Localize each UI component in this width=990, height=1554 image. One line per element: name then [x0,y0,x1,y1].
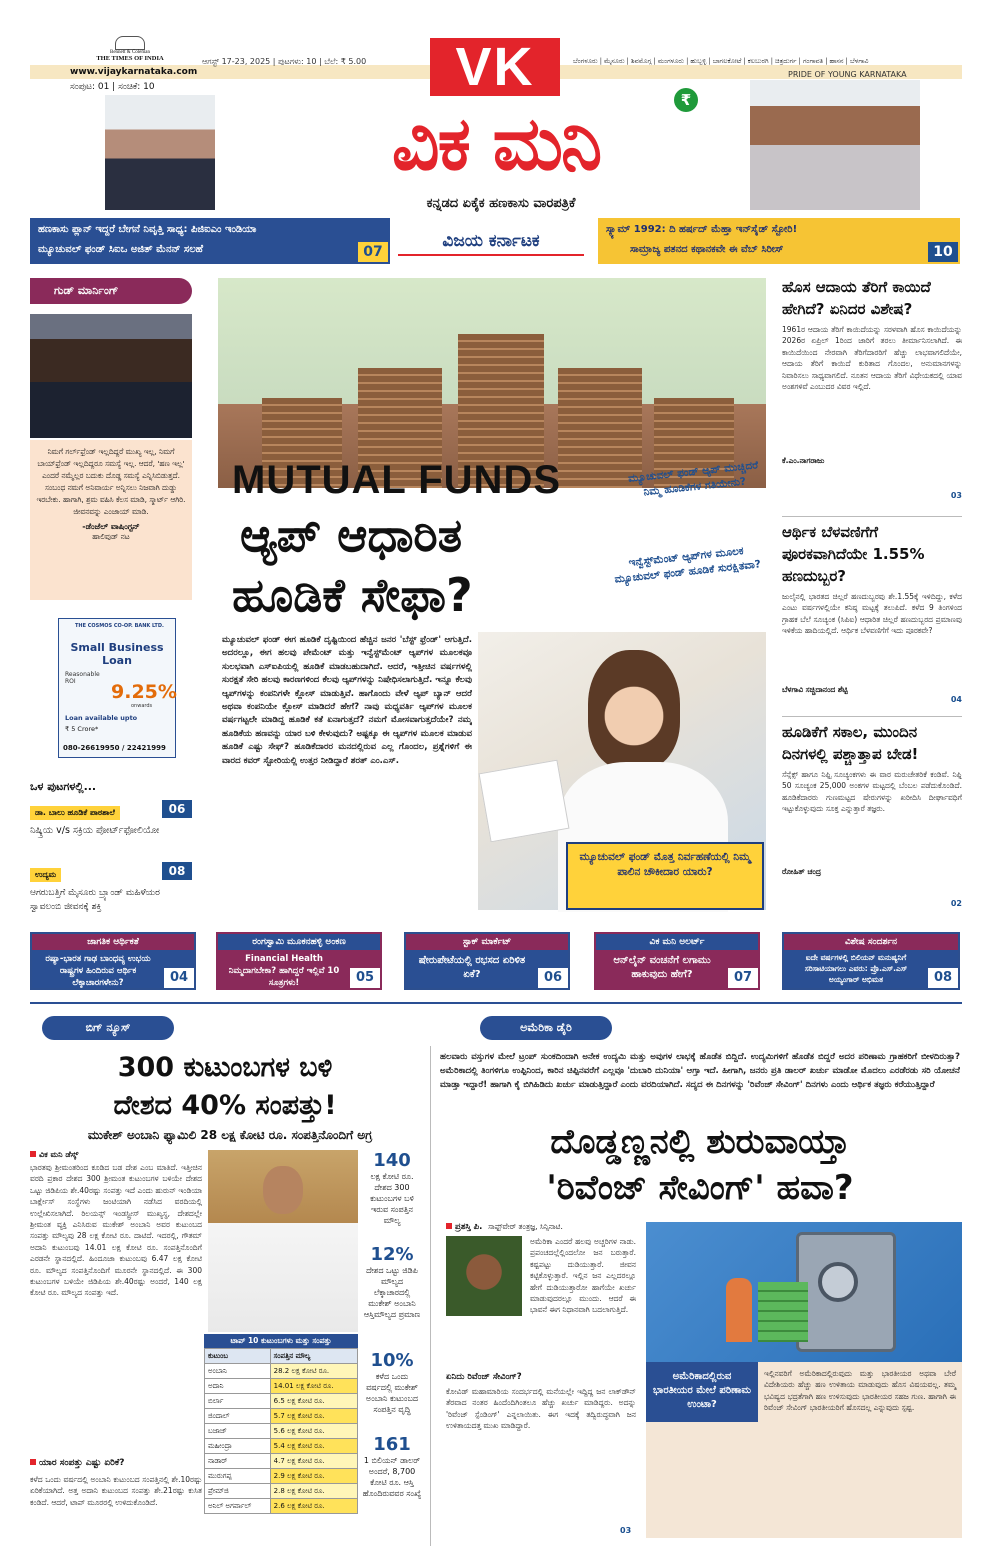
category-1-text: ರಷ್ಯಾ-ಭಾರತ ಗಾಢ ಬಾಂಧವ್ಯ ಉಭಯ ರಾಷ್ಟ್ರಗಳ ಹಿಂದಿರುವ ಆರ್ಥಿಕ ಲೆಕ್ಕಾಚಾರಗಳೇನು? [45,954,151,988]
wealth-value-cell: 5.6 ಲಕ್ಷ ಕೋಟಿ ರೂ. [270,1424,357,1439]
money-stack-icon [758,1282,808,1342]
byline-bullet-icon [30,1151,36,1157]
america-headline-2: 'ರಿವೆಂಜ್ ಸೇವಿಂಗ್' ಹವಾ? [546,1168,854,1208]
america-image-caption [646,1362,758,1422]
table-row [205,1484,358,1499]
america-caption-body-box-left [646,1422,758,1538]
table-row [205,1364,358,1379]
category-3[interactable] [404,932,570,990]
wealth-value-cell: 6.5 ಲಕ್ಷ ಕೋಟಿ ರೂ. [270,1394,357,1409]
america-subsection: ಏನಿದು ರಿವೆಂಜ್ ಸೇವಿಂಗ್? [446,1372,522,1382]
teaser-left-line1: ಹಣಕಾಸು ಪ್ಲಾನ್ ಇದ್ದರೆ ಬೇಗನೆ ನಿವೃತ್ತಿ ಸಾಧ್ಯ: ಪಿಜಿಐಎಂ ಇಂಡಿಯಾ [38,224,257,235]
teaser-left[interactable] [30,218,390,264]
woman-head [588,650,680,770]
category-4-text: ಆನ್‌ಲೈನ್ ವಂಚನೆಗೆ ಲಗಾಮು ಹಾಕುವುದು ಹೇಗೆ? [613,955,711,980]
good-morning-label: ಗುಡ್ ಮಾರ್ನಿಂಗ್ [54,284,119,297]
vault-dial-icon [818,1262,858,1302]
good-morning-tab [30,278,192,304]
vk-logo-text: VK [455,37,535,97]
america-headline-1: ದೊಡ್ಡಣ್ಣನಲ್ಲಿ ಶುರುವಾಯ್ತಾ [550,1122,850,1162]
category-4-page: 07 [728,968,758,988]
vika-mani-logo: ವಿಕ ಮನಿ [391,101,601,187]
stat-1 [362,1150,422,1226]
teaser-left-page: 07 [358,242,388,262]
stat-1-text: ಲಕ್ಷ ಕೋಟಿ ರೂ. ದೇಶದ 300 ಕುಟುಂಬಗಳ ಬಳಿ ಇರುವ ಸಂಪತ್ತಿನ ಮೌಲ್ಯ [370,1172,414,1225]
big-news-photo [208,1150,358,1332]
america-caption-text: ಅಮೆರಿಕಾದಲ್ಲಿರುವ ಭಾರತೀಯರ ಮೇಲೆ ಪರಿಣಾಮ ಉಂಟಾ? [652,1371,752,1410]
family-name-cell: ಅದಾನಿ [205,1379,271,1394]
rupee-symbol: ₹ [680,91,692,109]
category-1[interactable] [30,932,196,990]
america-intro: ಹಲವಾರು ವಸ್ತುಗಳ ಮೇಲೆ ಟ್ರಂಪ್ ಸುಂಕದಿಂದಾಗಿ ಅನೇಕ ಉದ್ಯಮಿ ಮತ್ತು ಅವುಗಳ ಲಾಭಕ್ಕೆ ಹೊಡೆತ ಬಿದ್ದಿದೆ. ಉದ್ಯಮಿಗಳಿಗೆ ಹೊಡೆತ ಬಿದ್ದರೆ ಅದರ ಪರಿಣಾಮ ಗ್ರಾಹಕರಿಗೆ ಬೀಳದಿರುತ್ತಾ? ಅಮೆರಿಕಾದಲ್ಲಿ ತಿಂಗಳಿಗೂ ಉಪ್ಪಿನಿಂದ, ಕಾರಿನ ಚಿಪ್ಪಿನವರೆಗೆ ಎಲ್ಲವೂ 'ದುಬಾರಿ ದುನಿಯಾ' ಆಗ್ತಾ ಇದೆ. ಹೀಗಾಗಿ, ಜನರು ಪ್ರತಿ ಡಾಲರ್ ಖರ್ಚು ಮಾಡೋ ಮೊದಲು ಎರಡೆರಡು ಸರಿ ಯೋಚನೆ ಮಾಡ್ತಾ ಇದ್ದಾರೆ! ಹಾಗಾಗಿ ಕೈ ಬಿಗಿಹಿಡಿದು ಖರ್ಚು ಮಾಡುತ್ತಿದ್ದಾರೆ ಎಂದು ವರದಿಯಾಗಿದೆ. ಸದ್ಯದ ಈ ದಿನಗಳನ್ನು 'ರಿವೆಂಜ್ ಸೇವಿಂಗ್' ದಿನಗಳು ಎಂದು ಆರ್ಥಿಕ ತಜ್ಞರು ಕರೆಯುತ್ತಿದ್ದಾರೆ [440,1052,960,1090]
america-caption-body: ಇಲ್ಲಿನವರಿಗೆ ಅಮೆರಿಕಾದಲ್ಲಿರುವುದು ಮತ್ತು ಭಾರತೀಯರ ಅಥವಾ ಬೇರೆ ವಿದೇಶಿಯರು ಹೆಚ್ಚು ಹಣ ಉಳಿತಾಯ ಮಾಡುವುದು ಹೊಸ ವಿಷಯವಲ್ಲ. ತಮ್ಮ ಭವಿಷ್ಯದ ಭದ್ರತೆಗಾಗಿ ಹಣ ಉಳಿಸುವುದು ಭಾರತೀಯರ ಸಹಜ ಗುಣ. ಹಾಗಾಗಿ ಈ ರಿವೆಂಜ್ ಸೇವಿಂಗ್ ಭಾರತೀಯರಿಗೆ ಹೊಸದಲ್ಲ ಎನ್ನುವುದು ಸ್ಪಷ್ಟ. [764,1369,956,1413]
tagline: ಕನ್ನಡದ ಏಕೈಕ ಹಣಕಾಸು ವಾರಪತ್ರಿಕೆ [426,196,576,211]
wealth-value-cell: 4.7 ಲಕ್ಷ ಕೋಟಿ ರೂ. [270,1454,357,1469]
right-story-1[interactable] [782,276,962,506]
stat-3-text: ಕಳೆದ ಒಂದು ವರ್ಷದಲ್ಲಿ ಮುಕೇಶ್ ಅಂಬಾನಿ ಕುಟುಂಬದ ಸಂಪತ್ತಿನ ವೃದ್ಧಿ [365,1372,419,1414]
big-news-subsection-text: ಯಾರ ಸಂಪತ್ತು ಎಷ್ಟು ಏರಿಕೆ? [39,1458,125,1468]
family-name-cell: ಜಿಂದಾಲ್ [205,1409,271,1424]
category-2[interactable] [216,932,382,990]
big-news-byline-text: ವಿಕ ಮನಿ ಡೆಸ್ಕ್ [39,1150,79,1159]
stat-4-text: 1 ಬಿಲಿಯನ್ ಡಾಲರ್ ಅಂದರೆ, 8,700 ಕೋಟಿ ರೂ. ಆಸ್ತಿ ಹೊಂದಿರುವವರ ಸಂಖ್ಯೆ [362,1456,422,1498]
right-story-1-title: ಹೊಸ ಆದಾಯ ತೆರಿಗೆ ಕಾಯಿದೆ ಹೇಗಿದೆ? ಏನಿದರ ವಿಶೇಷ? [782,278,931,318]
ad-rate-suffix: onwards [131,703,153,709]
category-3-page: 06 [538,968,568,988]
coin-stack-4 [558,368,642,488]
family-name-cell: ಅನಿಲ್ ಅಗರ್ವಾಲ್ [205,1499,271,1514]
inside-item-1[interactable] [30,800,192,846]
inside-item-2[interactable] [30,862,192,918]
chart-sheet [479,760,570,843]
right-story-3-author: ರೋಹಿತ್ ಚಂದ್ರ [782,867,822,876]
ad-roi-label: Reasonable ROI [65,671,100,685]
category-5-text: ಐದೇ ವರ್ಷಗಳಲ್ಲಿ ಬಿಲಿಯನ್ ಮನುಷ್ಯನಿಗೆ ಸರಿಸಾಟಿಯಾಗಲು ಎವರು: ಪ್ರೊ.ಎಸ್.ಎಸ್ ಅಯ್ಯಂಗಾರ್ ಅಭಿಮತ [804,953,908,984]
table-row [205,1439,358,1454]
ad-phones[interactable]: 080-26619950 / 22421999 [63,744,166,752]
big-news-subhead: ಮುಕೇಶ್ ಅಂಬಾನಿ ಫ್ಯಾಮಿಲಿ 28 ಲಕ್ಷ ಕೋಟಿ ರೂ. ಸಂಪತ್ತಿನೊಂದಿಗೆ ಅಗ್ರ [87,1128,373,1142]
teaser-left-line2: ಮ್ಯೂಚುವಲ್ ಫಂಡ್ ಸಿಐಒ ಅಜಿತ್ ಮೆನನ್ ಸಲಹೆ [38,244,204,255]
right-story-2-author: ಬೆಳಗಾವಿ ಸಚ್ಚಿದಾನಂದ ಶೆಟ್ಟಿ [782,685,848,694]
vault-illustration [646,1222,962,1362]
teaser-right[interactable] [598,218,960,264]
good-morning-author: -ಡೆಂಜೆಲ್ ವಾಷಿಂಗ್ಟನ್ [82,522,140,531]
lead-hero-photo [218,278,766,488]
top10-table-wrap [204,1334,358,1514]
ad-rate: 9.25% [111,681,177,703]
toi-emblem-icon [115,36,145,50]
category-5-label: ವಿಶೇಷ ಸಂದರ್ಶನ [784,934,958,950]
subsection-bullet-icon [30,1459,36,1465]
wealth-value-cell: 2.9 ಲಕ್ಷ ಕೋಟಿ ರೂ. [270,1469,357,1484]
website-url[interactable]: www.vijaykarnataka.com [70,67,198,77]
category-3-text: ಷೇರುಪೇಟೆಯಲ್ಲಿ ರಭಸದ ಏರಿಳಿತ ಏಕೆ? [418,955,526,980]
big-news-label: ಬಿಗ್ ನ್ಯೂಸ್ [85,1021,131,1034]
inside-item-2-label: ಉದ್ಯಮ [30,868,61,882]
family-name-cell: ಮುರುಗಪ್ಪ [205,1469,271,1484]
teaser-right-line1: ಸ್ಕ್ಯಾಮ್ 1992: ದಿ ಹರ್ಷದ್ ಮೆಹ್ತಾ ಇನ್‌ಸೈಡ್ ಸ್ಟೋರಿ! [606,224,798,235]
pride-tagline: PRIDE OF YOUNG KARNATAKA [788,70,907,79]
toi-small-text: Bennett & Coleman [110,50,150,55]
category-3-label: ಸ್ಟಾಕ್ ಮಾರ್ಕೆಟ್ [406,934,568,950]
top10-table-title: ಟಾಪ್ 10 ಕುಟುಂಬಗಳು ಮತ್ತು ಸಂಪತ್ತು [204,1334,358,1348]
good-morning-quote: ನಿಮಗೆ ಗರ್ಲ್‌ಫ್ರೆಂಡ್ ಇಲ್ಲದಿದ್ದರೆ ಮುಖ್ಯ ಇಲ್ಲ, ನಿಮಗೆ ಬಾಯ್‌ಫ್ರೆಂಡ್ ಇಲ್ಲದಿದ್ದರೂ ಸಮಸ್ಯೆ ಇಲ್ಲ. ಆದರೆ, 'ಹಣ ಇಲ್ಲ' ಎಂದರೆ ನಮ್ಮೆಲ್ಲರ ಬದುಕು ದೊಡ್ಡ ಸಮಸ್ಯೆ ಎನ್ನಿಸಿಬಿಡುತ್ತದೆ. ಸಂಬಂಧ ನಮಗೆ ಅನಿವಾರ್ಯ ಅನ್ನಿಸಲು ನಿಜವಾಗಿ ದುಡ್ಡು ಇರಬೇಕು. ಹಾಗಾಗಿ, ಶ್ರಮ ವಹಿಸಿ ಕೆಲಸ ಮಾಡಿ, ಸ್ಮಾರ್ಟ್ ಆಗಿರಿ. ಜೀವನವನ್ನು ಎಂಜಾಯ್ ಮಾಡಿ. [36,447,186,516]
lead-caption-box[interactable] [566,842,764,910]
teaser-right-page: 10 [928,242,958,262]
stat-2 [362,1244,422,1320]
inside-heading: ಒಳ ಪುಟಗಳಲ್ಲಿ... [30,780,97,793]
dateline: ಆಗಸ್ಟ್ 17-23, 2025 | ಪುಟಗಳು: 10 | ಬೆಲೆ: ₹ 5.00 [202,57,367,66]
person-head [263,1166,303,1214]
issue-number: ಸಂಪುಟ: 01 | ಸಂಚಿಕೆ: 10 [70,82,155,92]
category-1-page: 04 [164,968,194,988]
table-row [205,1454,358,1469]
right-story-2-page: 04 [950,695,962,704]
byline-square-icon [446,1223,452,1229]
table-row [205,1409,358,1424]
stat-4-number: 161 [373,1434,411,1455]
vijaya-karnataka-brand [398,226,584,256]
big-news-subsection [30,1458,125,1468]
portrait-left-photo [105,95,215,210]
stat-3 [362,1350,422,1415]
america-tab [480,1016,612,1040]
ad-title: Small Business Loan [70,641,164,667]
inside-item-2-page: 08 [162,862,192,880]
teaser-right-line2: ಸಾಮ್ರಾಜ್ಯ ಪತನದ ಕಥಾನಕವೇ ಈ ವೆಬ್ ಸಿರೀಸ್ [630,244,784,255]
lead-body: ಮ್ಯೂಚುವಲ್ ಫಂಡ್ ಈಗ ಹೂಡಿಕೆ ದೃಷ್ಟಿಯಿಂದ ಹೆಚ್ಚಿನ ಜನರ 'ಬೆಸ್ಟ್ ಫ್ರೆಂಡ್' ಆಗುತ್ತಿದೆ. ಅದರಲ್ಲೂ, ಈಗ ಹಲವು ಪೇಮೆಂಟ್ ಮತ್ತು ಇನ್ವೆಸ್ಟ್‌ಮೆಂಟ್ ಆ್ಯಪ್‌ಗಳ ಮೂಲಕವೂ ಸುಲಭವಾಗಿ ಎಸ್ಐಪಿಯಲ್ಲಿ ಹೂಡಿಕೆ ಮಾಡಬಹುದಾಗಿದೆ. ಆದರೆ, ಇತ್ತೀಚಿನ ವರ್ಷಗಳಲ್ಲಿ ಸುರಕ್ಷತೆ ಸೇರಿ ಹಲವು ಕಾರಣಗಳಿಂದ ಕೆಲವು ಆ್ಯಪ್‌ಗಳನ್ನು ನಿಷೇಧಿಸಲಾಗುತ್ತಿದೆ. ಇನ್ನೂ ಕೆಲವು ಆ್ಯಪ್‌ಗಳನ್ನು ಕಂಪನಿಗಳೇ ಕ್ಲೋಸ್ ಮಾಡುತ್ತಿವೆ. ಹಾಗೊಂದು ವೇಳೆ ಆ್ಯಪ್ ಬ್ಯಾನ್ ಆದರೆ ಅಥವಾ ಕಂಪನಿಯೇ ಕ್ಲೋಸ್ ಮಾಡಿದರೆ ಹೇಗೆ? ನಾವು ಮಧ್ಯವರ್ತಿ ಆ್ಯಪ್‌ಗಳ ಮೂಲಕ ವರ್ಷಗಟ್ಟಲೇ ಮಾಡಿದ್ದ ಹೂಡಿಕೆ ಕತೆ ಏನಾಗುತ್ತದೆ? ನಮಗೆ ಮೋಸವಾಗುತ್ತದೆಯೇ? ನಮ್ಮ ಹೂಡಿಕೆಯ ಹಣವನ್ನು ಯಾರ ಬಳಿ ಕೇಳುವುದು? ಅಷ್ಟಕ್ಕೂ ಈ ಆ್ಯಪ್‌ಗಳ ಮೂಲಕ ಮಾಡುವ ಹೂಡಿಕೆ ಎಷ್ಟು ಸೇಫ್? ಹೂಡಿಕೆದಾರರ ಮನದಲ್ಲಿರುವ ಎಲ್ಲ ಗೊಂದಲ, ಪ್ರಶ್ನೆಗಳಿಗೆ ಈ ವಾರದ ಕವರ್ ಸ್ಟೋರಿಯಲ್ಲಿ ಉತ್ತರ ನೀಡಿದ್ದಾರೆ ಶರತ್ ಎಂ.ಎಸ್. [222,635,472,766]
america-caption-body-box [758,1362,962,1538]
good-morning-role: ಹಾಲಿವುಡ್ ನಟ [92,532,130,541]
america-byline [446,1222,563,1232]
toi-logo [90,36,170,62]
america-byline-role: ಸಾಫ್ಟ್‌ವೇರ್ ತಂತ್ರಜ್ಞ, ಸಿನ್ಸಿನಾಟಿ. [488,1222,563,1231]
person-figure-icon [726,1278,752,1342]
ad-bank-name: THE COSMOS CO-OP. BANK LTD. [75,623,164,629]
author-photo [446,1236,522,1316]
table-row [205,1469,358,1484]
right-story-2-title: ಆರ್ಥಿಕ ಬೆಳವಣಿಗೆಗೆ ಪೂರಕವಾಗಿದೆಯೇ 1.55% ಹಣದುಬ್ಬರ? [782,523,925,585]
ad-amount: ₹ 5 Crore* [65,725,99,733]
right-story-1-body: 1961ರ ಆದಾಯ ತೆರಿಗೆ ಕಾಯಿದೆಯನ್ನು ಸರಳವಾಗಿ ಹೊಸ ಕಾಯಿದೆಯನ್ನು 2026ರ ಏಪ್ರಿಲ್ 1ರಿಂದ ಜಾರಿಗೆ ತರಲು ತೀರ್ಮಾನಿಸಲಾಗಿದೆ. ಈ ಕಾಯಿದೆಯಿಂದ ನೇರವಾಗಿ ತೆರಿಗೆದಾರರಿಗೆ ಹೆಚ್ಚು ಲಾಭವಾಗಲಿದೆಯೇ, ಆದಾಯ ತೆರಿಗೆ ಕಾಯಿದೆ ಕುರಿತಾದ ಗೊಂದಲ, ಅನುಮಾನಗಳನ್ನು ನಿವಾರಿಸಲು ಸಾಧ್ಯವಾಗಲಿದೆ. ನೂತನ ಆದಾಯ ತೆರಿಗೆ ವಿಧೇಯಕದಲ್ಲಿ ಯಾವ ಅಂಶಗಳಿವೆ ಎಂಬುದರ ವಿವರ ಇಲ್ಲಿದೆ. [782,325,962,392]
right-story-1-author: ಕೆ.ಎಂ.ನಾಗರಾಜು [782,456,825,465]
table-row [205,1394,358,1409]
wealth-value-cell: 2.6 ಲಕ್ಷ ಕೋಟಿ ರೂ. [270,1499,357,1514]
lead-caption: ಮ್ಯೂಚುವಲ್ ಫಂಡ್ ಮೊತ್ತ ನಿರ್ವಹಣೆಯಲ್ಲಿ ನಿಮ್ಮ ಪಾಲಿನ ಚೌಕೀದಾರ ಯಾರು? [579,851,751,878]
editions-list: ಬೆಂಗಳೂರು | ಮೈಸೂರು | ಶಿವಮೊಗ್ಗ | ಮಂಗಳೂರು | ಹುಬ್ಬಳ್ಳಿ | ಬಾಗಲಕೋಟೆ | ಕಲಬುರಗಿ | ಚಿತ್ರದುರ್ಗ | ಗಂಗಾವತಿ | ಹಾಸನ | ಬೆಳಗಾವಿ [573,57,869,65]
right-story-3-page: 02 [950,899,962,908]
america-page: 03 [620,1526,632,1535]
right-story-2[interactable] [782,516,962,710]
category-1-label: ಜಾಗತಿಕ ಆರ್ಥಿಕತೆ [32,934,194,950]
wealth-value-cell: 28.2 ಲಕ್ಷ ಕೋಟಿ ರೂ. [270,1364,357,1379]
right-story-3-body: ಸೆನ್ಸೆಕ್ಸ್ ಹಾಗೂ ನಿಫ್ಟಿ ಸೂಚ್ಯಂಕಗಳು ಈ ವಾರ ಮರುಚೇತರಿಕೆ ಕಂಡಿವೆ. ನಿಫ್ಟಿ 50 ಸೂಚ್ಯಂಕ 25,000 ಅಂಕಗಳ ಮಟ್ಟದಲ್ಲಿ ಬೆಂಬಲ ಪಡೆದುಕೊಂಡಿದೆ. ಹೂಡಿಕೆದಾರರು ಗುಣಮಟ್ಟದ ಷೇರುಗಳನ್ನು ಖರೀದಿಸಿ ದೀರ್ಘಾವಧಿಗೆ ಇಟ್ಟುಕೊಳ್ಳುವುದು ಸೂಕ್ತ ಎನ್ನುತ್ತಾರೆ ತಜ್ಞರು. [782,770,962,814]
lead-question-1: ಮ್ಯೂಚುವಲ್ ಫಂಡ್ ಆ್ಯಪ್ ಮುಚ್ಚಿದರೆ ನಿಮ್ಮ ಹೂಡಿಕೆಗಳ ಗತಿಯೇನು? [627,459,759,499]
right-story-3-title: ಹೂಡಿಕೆಗೆ ಸಕಾಲ, ಮುಂದಿನ ದಿನಗಳಲ್ಲಿ ಪಶ್ಚಾತ್ತಾಪ ಬೇಡ! [782,723,919,763]
wealth-value-cell: 5.4 ಲಕ್ಷ ಕೋಟಿ ರೂ. [270,1439,357,1454]
toi-title: THE TIMES OF INDIA [96,55,164,62]
category-2-text: Financial Health ನಿಮ್ಮದಾಗಬೇಕಾ? ಹಾಗಿದ್ದರೆ ಇಲ್ಲಿವೆ 10 ಸೂತ್ರಗಳು! [228,954,340,988]
category-4-label: ವಿಕ ಮನಿ ಅಲರ್ಟ್ [596,934,758,950]
big-news-headline-2: ದೇಶದ 40% ಸಂಪತ್ತು! [113,1090,337,1121]
rupee-badge-icon [674,88,698,112]
table-row [205,1379,358,1394]
lead-question-2: ಇನ್ವೆಸ್ಟ್‌ಮೆಂಟ್ ಆ್ಯಪ್‌ಗಳ ಮೂಲಕ ಮ್ಯೂಚುವಲ್ ಫಂಡ್ ಹೂಡಿಕೆ ಸುರಕ್ಷಿತವಾ? [614,545,762,586]
vijaya-karnataka-text: ವಿಜಯ ಕರ್ನಾಟಕ [442,231,540,251]
family-name-cell: ಬಿರ್ಲಾ [205,1394,271,1409]
big-news-body: ಭಾರತವು ಶ್ರೀಮಂತರಿಂದ ಕೂಡಿದ ಬಡ ದೇಶ ಎಂಬ ಮಾತಿದೆ. ಇತ್ತೀಚಿನ ವರದಿ ಪ್ರಕಾರ ದೇಶದ 300 ಶ್ರೀಮಂತ ಕುಟುಂಬಗಳ ಬಳಿಯೇ ದೇಶದ ಒಟ್ಟು ಜಿಡಿಪಿಯ ಶೇ.40ರಷ್ಟು ಸಂಪತ್ತು ಇದೆ ಎಂದು ಹುರುನ್ ಇಂಡಿಯಾ ಬಾರ್ಕ್ಲೇಸ್ ಸಂಸ್ಥೆಗಳು ಜಂಟಿಯಾಗಿ ನಡೆಸಿದ ವರದಿಯಲ್ಲಿ ಉಲ್ಲೇಖಿಸಲಾಗಿದೆ. ರಿಲಯನ್ಸ್ ಇಂಡಸ್ಟ್ರೀಸ್ ಮುಖ್ಯಸ್ಥ, ದೇಶದಲ್ಲೇ ಶ್ರೀಮಂತ ವ್ಯಕ್ತಿ ಎನಿಸಿರುವ ಮುಕೇಶ್ ಅಂಬಾನಿ ಅವರ ಕುಟುಂಬದ ಸಂಪತ್ತು ಮೌಲ್ಯವು 28 ಲಕ್ಷ ಕೋಟಿ ರೂ. ದಾಟಿದೆ. ಇದರಲ್ಲಿ, ಗೌತಮ್ ಅದಾನಿ ಕುಟುಂಬವು 14.01 ಲಕ್ಷ ಕೋಟಿ ರೂ. ಸಂಪತ್ತಿನೊಂದಿಗೆ ಎರಡನೇ ಸ್ಥಾನದಲ್ಲಿದೆ. ಹಿಂದೂಜಾ ಕುಟುಂಬವು 6.47 ಲಕ್ಷ ಕೋಟಿ ರೂ. ಮೌಲ್ಯದ ಸಂಪತ್ತಿನೊಂದಿಗೆ ಮೂರನೇ ಸ್ಥಾನದಲ್ಲಿದೆ. ಈ 300 ಕುಟುಂಬಗಳ ಬಳಿಯೇ ಜಿಡಿಪಿಯ ಶೇ.40ರಷ್ಟು ಅಂದರೆ, 140 ಲಕ್ಷ ಕೋಟಿ ರೂ. ಮೌಲ್ಯದ ಸಂಪತ್ತು ಇದೆ. [30,1163,202,1298]
stat-1-number: 140 [373,1150,411,1171]
inside-item-1-page: 06 [162,800,192,818]
category-4[interactable] [594,932,760,990]
america-body-2: ಕೋವಿಡ್ ಮಹಾಮಾರಿಯ ಸಂದರ್ಭದಲ್ಲಿ ಮನೆಯಲ್ಲೇ ಇದ್ದಿದ್ದ ಜನ ಲಾಕ್‌ಡೌನ್ ತೆರವಾದ ನಂತರ ಹಿಂದೆಂದಿಗಿಂತಲೂ ಹೆಚ್ಚು ಖರ್ಚು ಮಾಡಿದ್ದರು. ಅದನ್ನು 'ರಿವೆಂಜ್ ಸ್ಪೆಂಡಿಂಗ್' ಎನ್ನಲಾಯಿತು. ಈಗ ಇದಕ್ಕೆ ತದ್ವಿರುದ್ಧವಾಗಿ ಜನ ಉಳಿತಾಯದತ್ತ ಮುಖ ಮಾಡಿದ್ದಾರೆ. [446,1387,636,1431]
america-body: ಅಮೆರಿಕಾ ಎಂದರೆ ಹಲವು ಅಚ್ಚರಿಗಳ ನಾಡು. ಪ್ರಪಂಚದಲ್ಲೆಲ್ಲಿಂದಲೋ ಜನ ಬರುತ್ತಾರೆ. ಕಷ್ಟಪಟ್ಟು ದುಡಿಯುತ್ತಾರೆ. ಜೀವನ ಕಟ್ಟಿಕೊಳ್ಳುತ್ತಾರೆ. ಇಲ್ಲಿನ ಜನ ಎಲ್ಲದರಲ್ಲೂ ಹೇಗೆ ದುಡಿಯುತ್ತಾರೋ ಹಾಗೆಯೇ ಖರ್ಚು ಮಾಡುವುದರಲ್ಲೂ ಮುಂದು. ಆದರೆ ಈ ಭಾವನೆ ಈಗ ನಿಧಾನವಾಗಿ ಬದಲಾಗುತ್ತಿದೆ. [530,1237,636,1315]
stat-2-text: ದೇಶದ ಒಟ್ಟು ಜಿಡಿಪಿ ಮೌಲ್ಯದ ಲೆಕ್ಕಾಚಾರದಲ್ಲಿ ಮುಕೇಶ್ ಅಂಬಾನಿ ಆಸ್ತಿಮೌಲ್ಯದ ಪ್ರಮಾಣ [363,1266,421,1319]
inside-item-1-label: ಡಾ. ಬಾಲು ಹೂಡಿಕೆ ಪಾಠಶಾಲೆ [30,806,120,820]
category-2-label: ರಂಗಸ್ವಾಮಿ ಮೂಕನಹಳ್ಳಿ ಅಂಕಣ [218,934,380,950]
family-name-cell: ಮಹೀಂದ್ರಾ [205,1439,271,1454]
inside-item-2-text: ಆಗರುಬತ್ತಿಗೆ ಮೈಸೂರು ಬ್ರ್ಯಾಂಡ್ ಮಹಿಳೆಯರ ಸ್ವಾವಲಂಬಿ ಜೀವನಕ್ಕೆ ಶಕ್ತಿ [30,888,160,912]
table-row [205,1424,358,1439]
category-5-page: 08 [928,968,958,988]
good-morning-photo [30,314,192,438]
family-name-cell: ಪ್ರೇಮ್‌ಜಿ [205,1484,271,1499]
section-divider [30,1002,962,1004]
top10-table-header [205,1349,358,1364]
wealth-value-cell: 5.7 ಲಕ್ಷ ಕೋಟಿ ರೂ. [270,1409,357,1424]
right-story-2-body: ಜುಲೈನಲ್ಲಿ ಭಾರತದ ಚಿಲ್ಲರೆ ಹಣದುಬ್ಬರವು ಶೇ.1.55ಕ್ಕೆ ಇಳಿದಿದ್ದು, ಕಳೆದ ಎಂಟು ವರ್ಷಗಳಲ್ಲಿಯೇ ಕನಿಷ್ಠ ಮಟ್ಟಕ್ಕೆ ತಲುಪಿದೆ. ಕಳೆದ 9 ತಿಂಗಳಿಂದ ಗ್ರಾಹಕ ಬೆಲೆ ಸೂಚ್ಯಂಕ (ಸಿಪಿಐ) ಆಧಾರಿತ ಚಿಲ್ಲರೆ ಹಣದುಬ್ಬರದ ಪ್ರಮಾಣವು ಇಳಿಕೆಯ ಹಾದಿಯಲ್ಲಿದೆ. ಆರ್ಥಿಕ ಬೆಳವಣಿಗೆಗೆ ಇದು ಪೂರಕವೇ? [782,592,962,636]
category-2-page: 05 [350,968,380,988]
wealth-value-cell: 14.01 ಲಕ್ಷ ಕೋಟಿ ರೂ. [270,1379,357,1394]
vk-logo-box [430,38,560,96]
lead-title-kn2: ಹೂಡಿಕೆ ಸೇಫಾ? [232,568,473,622]
inside-item-1-text: ನಿಷ್ಕ್ರಿಯ v/s ಸಕ್ರಿಯ ಪೋರ್ಟ್‌ಫೋಲಿಯೋ [30,825,160,836]
stat-4 [362,1434,422,1499]
america-label: ಅಮೆರಿಕಾ ಡೈರಿ [520,1021,572,1034]
column-divider [430,1046,431,1546]
lead-title-kn1: ಆ್ಯಪ್ ಆಧಾರಿತ [240,508,463,562]
big-news-tab [42,1016,174,1040]
portrait-right-photo [750,80,920,210]
america-byline-name: ಪ್ರಶಸ್ತಿ ಪಿ. [455,1222,483,1232]
cosmos-bank-ad[interactable] [58,618,176,758]
stat-3-number: 10% [370,1350,414,1371]
big-news-byline [30,1150,78,1160]
top10-table-header-cell: ಕುಟುಂಬ [205,1349,271,1364]
big-news-body-2: ಕಳೆದ ಒಂದು ವರ್ಷದಲ್ಲಿ ಅಂಬಾನಿ ಕುಟುಂಬದ ಸಂಪತ್ತಿನಲ್ಲಿ ಶೇ.10ರಷ್ಟು ಏರಿಕೆಯಾಗಿದೆ. ಅತ್ತ ಅದಾನಿ ಕುಟುಂಬದ ಸಂಪತ್ತು ಶೇ.21ರಷ್ಟು ಕುಸಿತ ಕಂಡಿದೆ. ಆದರೆ, ಟಾಪ್ ಮೂರರಲ್ಲಿ ಉಳಿದುಕೊಂಡಿದೆ. [30,1475,202,1507]
category-5[interactable] [782,932,960,990]
wealth-value-cell: 2.8 ಲಕ್ಷ ಕೋಟಿ ರೂ. [270,1484,357,1499]
top10-table-header-cell: ಸಂಪತ್ತಿನ ಮೌಲ್ಯ [270,1349,357,1364]
table-row [205,1499,358,1514]
right-story-3[interactable] [782,716,962,912]
ad-upto: Loan available upto [65,714,138,722]
family-name-cell: ನಾಡಾರ್ [205,1454,271,1469]
good-morning-quote-box [30,440,192,600]
lead-title-en: MUTUAL FUNDS [232,458,562,502]
right-story-1-page: 03 [950,491,962,500]
big-news-headline-1: 300 ಕುಟುಂಬಗಳ ಬಳಿ [117,1052,333,1083]
family-name-cell: ಬಜಾಜ್ [205,1424,271,1439]
top10-table [204,1348,358,1514]
stat-2-number: 12% [370,1244,414,1265]
family-name-cell: ಅಂಬಾನಿ [205,1364,271,1379]
